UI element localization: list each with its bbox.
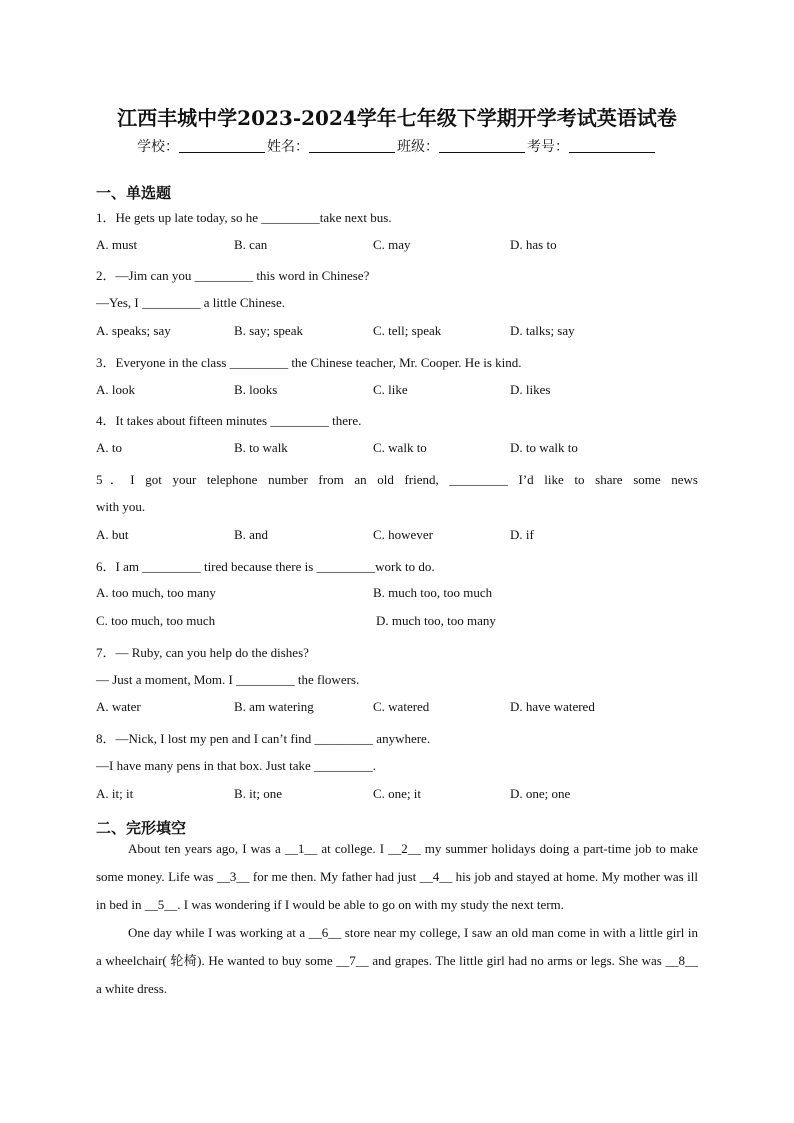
option-a[interactable]: A. to xyxy=(96,440,122,455)
class-label: 班级： xyxy=(397,139,439,155)
option-a[interactable]: A. look xyxy=(96,382,135,397)
question-7-text: 7．— Ruby, can you help do the dishes? xyxy=(96,645,309,660)
name-blank[interactable] xyxy=(309,138,395,153)
option-b[interactable]: B. say; speak xyxy=(234,323,303,338)
option-b[interactable]: B. to walk xyxy=(234,440,288,455)
option-d[interactable]: D. to walk to xyxy=(510,440,578,455)
option-c[interactable]: C. however xyxy=(373,527,433,542)
option-d[interactable]: D. likes xyxy=(510,382,551,397)
option-d[interactable]: D. one; one xyxy=(510,786,571,801)
section-heading-cloze: 二、完形填空 xyxy=(96,819,187,837)
option-b[interactable]: B. and xyxy=(234,527,268,542)
option-a[interactable]: A. speaks; say xyxy=(96,323,171,338)
question-2-text-2: —Yes, I _________ a little Chinese. xyxy=(96,295,285,310)
option-a[interactable]: A. it; it xyxy=(96,786,134,801)
option-d[interactable]: D. talks; say xyxy=(510,323,575,338)
question-5-text: 5．I got your telephone number from an old friend, _________ I’d like to share some news xyxy=(96,472,698,487)
option-c[interactable]: C. watered xyxy=(373,699,430,714)
option-b[interactable]: B. looks xyxy=(234,382,278,397)
school-label: 学校： xyxy=(137,139,179,155)
cloze-paragraph-1: About ten years ago, I was a __1__ at college. I __2__ my summer holidays doing a part-time job to make some money. Life was __3__ for me then. My father had just __4__ his job and stayed at home. My mother was ill in bed in __5__. I was wondering if I would be able to go on with my study the next term. xyxy=(96,841,698,912)
option-c[interactable]: C. tell; speak xyxy=(373,323,442,338)
option-c[interactable]: C. walk to xyxy=(373,440,427,455)
option-c[interactable]: C. one; it xyxy=(373,786,422,801)
number-label: 考号： xyxy=(527,139,569,155)
option-a[interactable]: A. water xyxy=(96,699,141,714)
student-info xyxy=(0,136,794,156)
name-label: 姓名： xyxy=(267,139,309,155)
option-d[interactable]: D. has to xyxy=(510,237,557,252)
option-a[interactable]: A. but xyxy=(96,527,129,542)
question-1-text: 1．He gets up late today, so he _________take next bus. xyxy=(96,210,392,225)
option-c[interactable]: C. too much, too much xyxy=(96,613,216,628)
option-d[interactable]: D. have watered xyxy=(510,699,595,714)
question-6-text: 6．I am _________ tired because there is _________work to do. xyxy=(96,559,435,574)
question-8-text: 8．—Nick, I lost my pen and I can’t find _________ anywhere. xyxy=(96,731,431,746)
school-blank[interactable] xyxy=(179,138,265,153)
cloze-paragraph-2: One day while I was working at a __6__ store near my college, I saw an old man come in with a little girl in a wheelchair( 轮椅). He wanted to buy some __7__ and grapes. The little girl had no arms or legs. She was __8__ a white dress. xyxy=(96,925,698,996)
option-d[interactable]: D. much too, too many xyxy=(376,613,496,628)
question-2-text: 2．—Jim can you _________ this word in Chinese? xyxy=(96,268,370,283)
question-7-text-2: — Just a moment, Mom. I _________ the flowers. xyxy=(96,672,360,687)
cloze-passage xyxy=(96,835,698,1003)
option-b[interactable]: B. it; one xyxy=(234,786,283,801)
option-a[interactable]: A. too much, too many xyxy=(96,585,216,600)
section-heading-single-choice: 一、单选题 xyxy=(96,184,172,202)
option-b[interactable]: B. much too, too much xyxy=(373,585,493,600)
option-b[interactable]: B. can xyxy=(234,237,268,252)
class-blank[interactable] xyxy=(439,138,525,153)
option-c[interactable]: C. like xyxy=(373,382,408,397)
option-a[interactable]: A. must xyxy=(96,237,138,252)
question-4-text: 4．It takes about fifteen minutes _________ there. xyxy=(96,413,362,428)
option-b[interactable]: B. am watering xyxy=(234,699,314,714)
question-5-text-2: with you. xyxy=(96,499,146,514)
option-d[interactable]: D. if xyxy=(510,527,534,542)
page-title: 江西丰城中学2023-2024学年七年级下学期开学考试英语试卷 xyxy=(117,106,677,130)
question-3-text: 3．Everyone in the class _________ the Chinese teacher, Mr. Cooper. He is kind. xyxy=(96,355,522,370)
option-c[interactable]: C. may xyxy=(373,237,411,252)
question-8-text-2: —I have many pens in that box. Just take _________. xyxy=(96,758,376,773)
number-blank[interactable] xyxy=(569,138,655,153)
